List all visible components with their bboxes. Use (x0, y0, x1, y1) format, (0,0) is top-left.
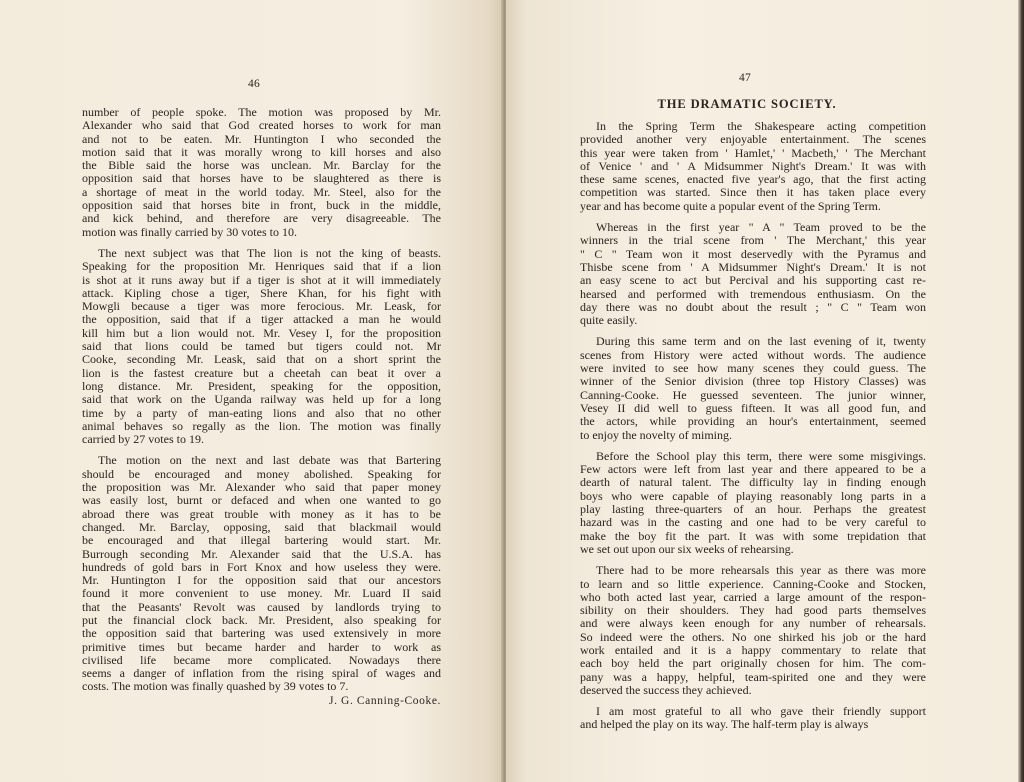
text-line: the opposition said that bartering was used extensively in more (82, 626, 441, 641)
paragraph (82, 454, 441, 693)
text-line: Speaking for the proposition Mr. Henriques said that if a lion (82, 259, 441, 274)
text-line: the Bible said the horse was unclean. Mr. Barclay for the (82, 158, 441, 173)
text-line: So indeed were the others. No one shirked his job or the hard (580, 629, 926, 644)
text-line: put the financial clock back. Mr. President, also speaking for (82, 612, 441, 627)
paragraph (580, 335, 926, 441)
text-line: winners in the trial scene from ' The Merchant,' this year (580, 233, 926, 248)
left-page-body (82, 106, 441, 708)
text-line: hundreds of gold bars in Fort Knox and how useless they were. (82, 559, 441, 574)
text-line: be encouraged and that illegal bartering would start. Mr. (82, 533, 441, 548)
paragraph (580, 705, 926, 732)
text-line: an easy scene to act but Percival and his supporting cast re- (580, 273, 926, 288)
text-line: each boy held the part originally chosen for him. The com- (580, 656, 926, 671)
text-line: civilised life became more complicated. Nowadays there (82, 652, 441, 667)
text-line: Cooke, seconding Mr. Leask, said that on a short sprint the (82, 352, 441, 367)
paragraph (82, 106, 441, 239)
text-line: we set out upon our six weeks of rehearsing. (580, 541, 794, 556)
paragraph (580, 221, 926, 327)
text-line: of Venice ' and ' A Midsummer Night's Dream.' It was with (580, 158, 926, 173)
text-line: Thisbe scene from ' A Midsummer Night's Dream.' It is not (580, 259, 926, 274)
text-line: found it more convenient to use money. Mr. Luard II said (82, 586, 441, 601)
text-line: was easily lost, burnt or defaced and when one wanted to go (82, 493, 441, 508)
text-line: Burrough seconding Mr. Alexander said that the U.S.A. has (82, 546, 441, 561)
text-line: and helped the play on its way. The half-term play is always (580, 717, 869, 732)
text-line: work entailed and it is a happy commentary to relate that (580, 642, 926, 657)
page-edge (1018, 0, 1024, 782)
text-line: is shot at it runs away but if a tiger is shot at it will immediately (82, 272, 441, 287)
text-line: Vesey II did well to guess fifteen. It was all good fun, and (580, 400, 926, 415)
text-line: During this same term and on the last evening of it, twenty (596, 334, 926, 349)
page-number-right: 47 (739, 72, 752, 84)
text-line: and kick behind, and therefore are very disagreeable. The (82, 211, 441, 226)
text-line: quite easily. (580, 313, 638, 328)
text-line: to enjoy the novelty of miming. (580, 427, 732, 442)
text-line: make the boy fit the part. It was with some trepidation that (580, 528, 926, 543)
text-line: Alexander who said that God created horses to work for man (82, 118, 441, 133)
text-line: competition was started. Since then it has taken place every (580, 185, 926, 200)
page-number-left: 46 (248, 78, 261, 90)
text-line: number of people spoke. The motion was proposed by Mr. (82, 105, 441, 119)
text-line: kill him but a lion would not. Mr. Vesey I, for the proposition (82, 325, 441, 340)
text-line: Few actors were left from last year and there appeared to be a (580, 462, 926, 477)
text-line: There had to be more rehearsals this year as there was more (596, 563, 926, 578)
text-line: primitive times but became harder and harder to work as (82, 639, 441, 654)
text-line: the actors, while providing an hour's entertainment, seemed (580, 414, 926, 429)
text-line: changed. Mr. Barclay, opposing, said that blackmail would (82, 519, 441, 534)
right-page-body (580, 120, 926, 732)
text-line: I am most grateful to all who gave their friendly support (596, 704, 926, 719)
text-line: and were always keen enough for any number of rehearsals. (580, 616, 926, 631)
text-line: that the Peasants' Revolt was caused by landlords trying to (82, 599, 441, 614)
text-line: time by a party of man-eating lions and also that no other (82, 405, 441, 420)
text-line: winner of the Senior division (three top History Classes) was (580, 374, 926, 389)
text-line: pany was a happy, helpful, team-spirited one and they were (580, 669, 926, 684)
text-line: long distance. Mr. President, speaking for the opposition, (82, 378, 441, 393)
text-line: opposition said that horses have to be slaughtered as there is (82, 171, 441, 186)
text-line: In the Spring Term the Shakespeare acting competition (596, 119, 926, 133)
text-line: day there was no doubt about the result ; " C " Team won (580, 299, 926, 314)
text-line: scenes from History were acted without words. The audience (580, 347, 926, 362)
text-line: opposition said that horses bite in front, buck in the middle, (82, 198, 441, 213)
text-line: a shortage of meat in the world today. Mr. Steel, also for the (82, 184, 441, 199)
text-line: these same scenes, enacted five year's ago, that the first acting (580, 172, 926, 187)
text-line: said that work on the Uganda railway was held up for a long (82, 392, 441, 407)
left-page (0, 0, 503, 782)
text-line: boys who were capable of playing reasonably long parts in a (580, 488, 926, 503)
text-line: to learn and so little experience. Canning-Cooke and Stocken, (580, 576, 926, 591)
text-line: hazard was in the casting and one had to be very careful to (580, 515, 926, 530)
paragraph (580, 450, 926, 556)
text-line: Canning-Cooke. He guessed seventeen. The junior winner, (580, 387, 926, 402)
text-line: the proposition was Mr. Alexander who said that paper money (82, 480, 441, 495)
text-line: deserved the success they achieved. (580, 682, 752, 697)
text-line: attack. Kipling chose a tiger, Shere Khan, for his fight with (82, 285, 441, 300)
text-line: motion said that it was morally wrong to kill horses and also (82, 144, 441, 159)
text-line: Before the School play this term, there were some misgivings. (596, 448, 926, 463)
text-line: play lasting three-quarters of an hour. Perhaps the greatest (580, 502, 926, 517)
text-line: lion is the fastest creature but a cheetah can beat it over a (82, 365, 441, 380)
text-line: who both acted last year, carried a large amount of the respon- (580, 589, 926, 604)
text-line: said that lions could be tamed but tigers could not. Mr (82, 339, 441, 354)
paragraph (580, 120, 926, 213)
text-line: The motion on the next and last debate was that Bartering (98, 453, 441, 468)
text-line: The next subject was that The lion is not the king of beasts. (98, 245, 441, 260)
text-line: provided another very enjoyable entertainment. The scenes (580, 132, 926, 147)
text-line: dearth of natural talent. The difficulty lay in finding enough (580, 475, 926, 490)
text-line: this year were taken from ' Hamlet,' ' Macbeth,' ' The Merchant (580, 145, 926, 160)
text-line: the opposition, said that if a tiger attacked a man he would (82, 312, 441, 327)
text-line: were invited to see how many scenes they could guess. The (580, 361, 926, 376)
text-line: and not to be eaten. Mr. Huntington I who seconded the (82, 131, 441, 146)
section-heading: THE DRAMATIC SOCIETY. (657, 97, 837, 111)
text-line: Whereas in the first year " A " Team proved to be the (596, 220, 926, 235)
paragraph (82, 247, 441, 446)
text-line: hearsed and performed with tremendous enthusiasm. On the (580, 286, 926, 301)
text-line: sibility on their shoulders. They had good parts themselves (580, 603, 926, 618)
text-line: costs. The motion was finally quashed by 39 votes to 7. (82, 679, 349, 694)
text-line: abroad there was great trouble with money as it has to be (82, 506, 441, 521)
text-line: " C " Team won it most deservedly with the Pyramus and (580, 246, 926, 261)
text-line: should be encouraged and money abolished. Speaking for (82, 466, 441, 481)
author-signature: J. G. Canning-Cooke. (329, 694, 441, 707)
text-line: Mr. Huntington I for the opposition said that our ancestors (82, 573, 441, 588)
text-line: animal behaves so regally as the lion. The motion was finally (82, 418, 441, 433)
text-line: year and has become quite a popular event of the Spring Term. (580, 198, 881, 213)
text-line: seems a danger of inflation from the rising spiral of wages and (82, 666, 441, 681)
text-line: motion was finally carried by 30 votes to 10. (82, 224, 297, 239)
text-line: carried by 27 votes to 19. (82, 432, 204, 447)
paragraph (580, 564, 926, 697)
text-line: Mowgli because a tiger was more ferocious. Mr. Leask, for (82, 299, 441, 314)
right-page (506, 0, 1018, 782)
